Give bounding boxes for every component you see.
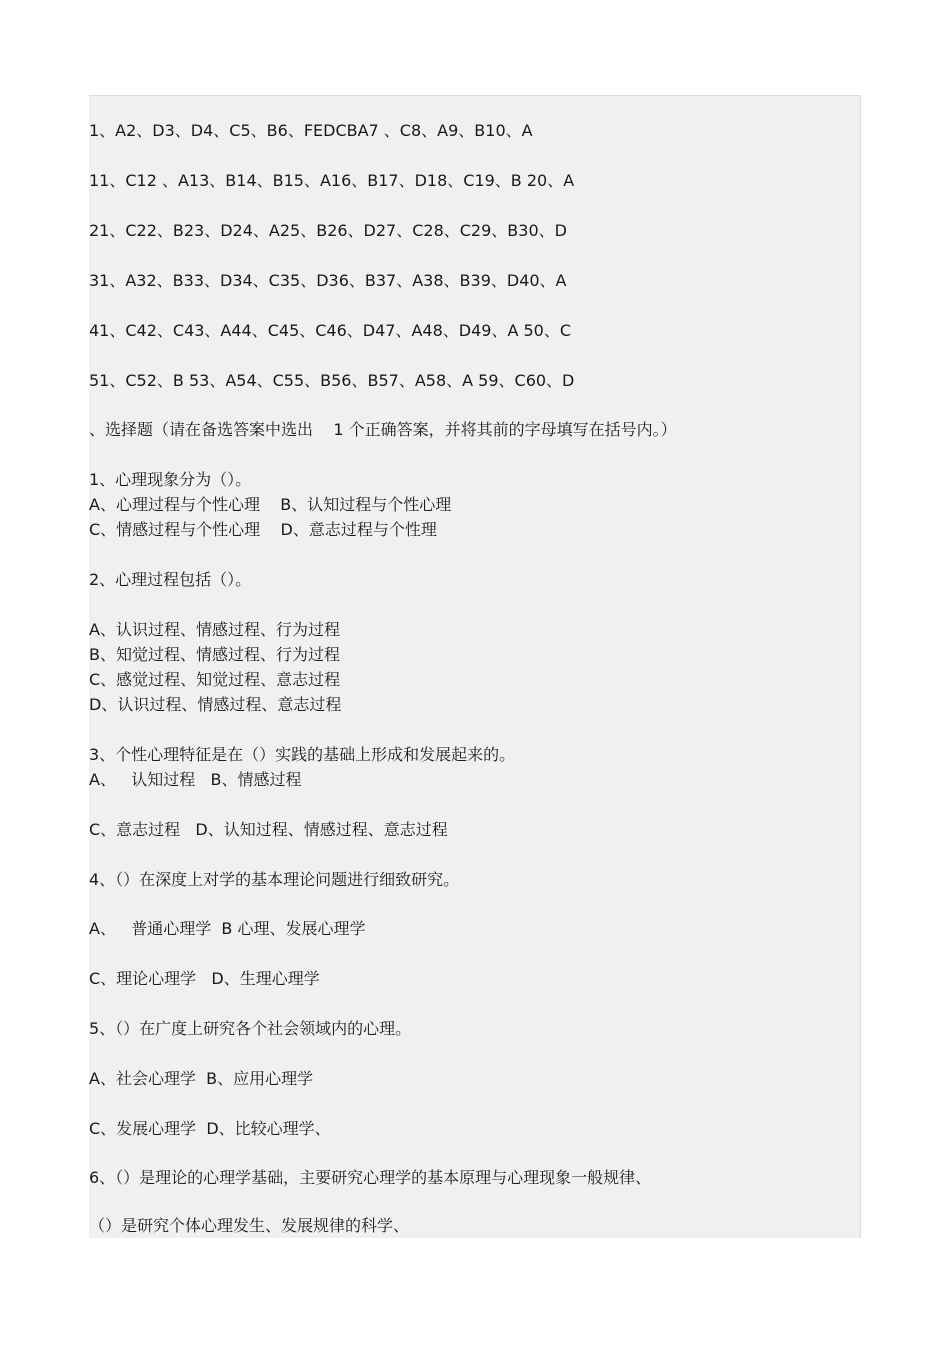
question-stem: 3、个性心理特征是在（）实践的基础上形成和发展起来的。 [89, 745, 516, 764]
answer-line: 41、C42、C43、A44、C45、C46、D47、A48、D49、A 50、C [89, 321, 572, 340]
question-option: A、 普通心理学 B 心理、发展心理学 [89, 919, 366, 938]
answer-line: 1、A2、D3、D4、C5、B6、FEDCBA7 、C8、A9、B10、A [89, 121, 533, 140]
question-stem: 2、心理过程包括（）。 [89, 570, 252, 589]
question-option: B、知觉过程、情感过程、行为过程 [89, 645, 340, 664]
question-option: A、 认知过程 B、情感过程 [89, 770, 302, 789]
question-option: C、情感过程与个性心理 D、意志过程与个性理 [89, 520, 437, 539]
document-page [89, 95, 861, 1238]
question-option: A、心理过程与个性心理 B、认知过程与个性心理 [89, 495, 452, 514]
question-option: D、认识过程、情感过程、意志过程 [89, 695, 342, 714]
question-option: A、社会心理学 B、应用心理学 [89, 1069, 314, 1088]
answer-line: 31、A32、B33、D34、C35、D36、B37、A38、B39、D40、A [89, 271, 567, 290]
question-stem: 1、心理现象分为（）。 [89, 470, 252, 489]
section-heading: 、选择题（请在备选答案中选出 1 个正确答案，并将其前的字母填写在括号内。） [89, 420, 677, 439]
question-option: A、认识过程、情感过程、行为过程 [89, 620, 340, 639]
answer-line: 51、C52、B 53、A54、C55、B56、B57、A58、A 59、C60、D [89, 371, 575, 390]
question-stem: 4、（）在深度上对学的基本理论问题进行细致研究。 [89, 870, 460, 889]
answer-line: 11、C12 、A13、B14、B15、A16、B17、D18、C19、B 20、A [89, 171, 575, 190]
question-option: C、发展心理学 D、比较心理学、 [89, 1119, 331, 1138]
question-option: C、理论心理学 D、生理心理学 [89, 969, 320, 988]
question-stem: 6、（）是理论的心理学基础，主要研究心理学的基本原理与心理现象一般规律、 [89, 1168, 652, 1187]
question-stem: 5、（）在广度上研究各个社会领域内的心理。 [89, 1019, 412, 1038]
question-option: C、意志过程 D、认知过程、情感过程、意志过程 [89, 820, 448, 839]
question-option: （）是研究个体心理发生、发展规律的科学、 [89, 1216, 410, 1235]
question-option: C、感觉过程、知觉过程、意志过程 [89, 670, 341, 689]
answer-line: 21、C22、B23、D24、A25、B26、D27、C28、C29、B30、D [89, 221, 567, 240]
